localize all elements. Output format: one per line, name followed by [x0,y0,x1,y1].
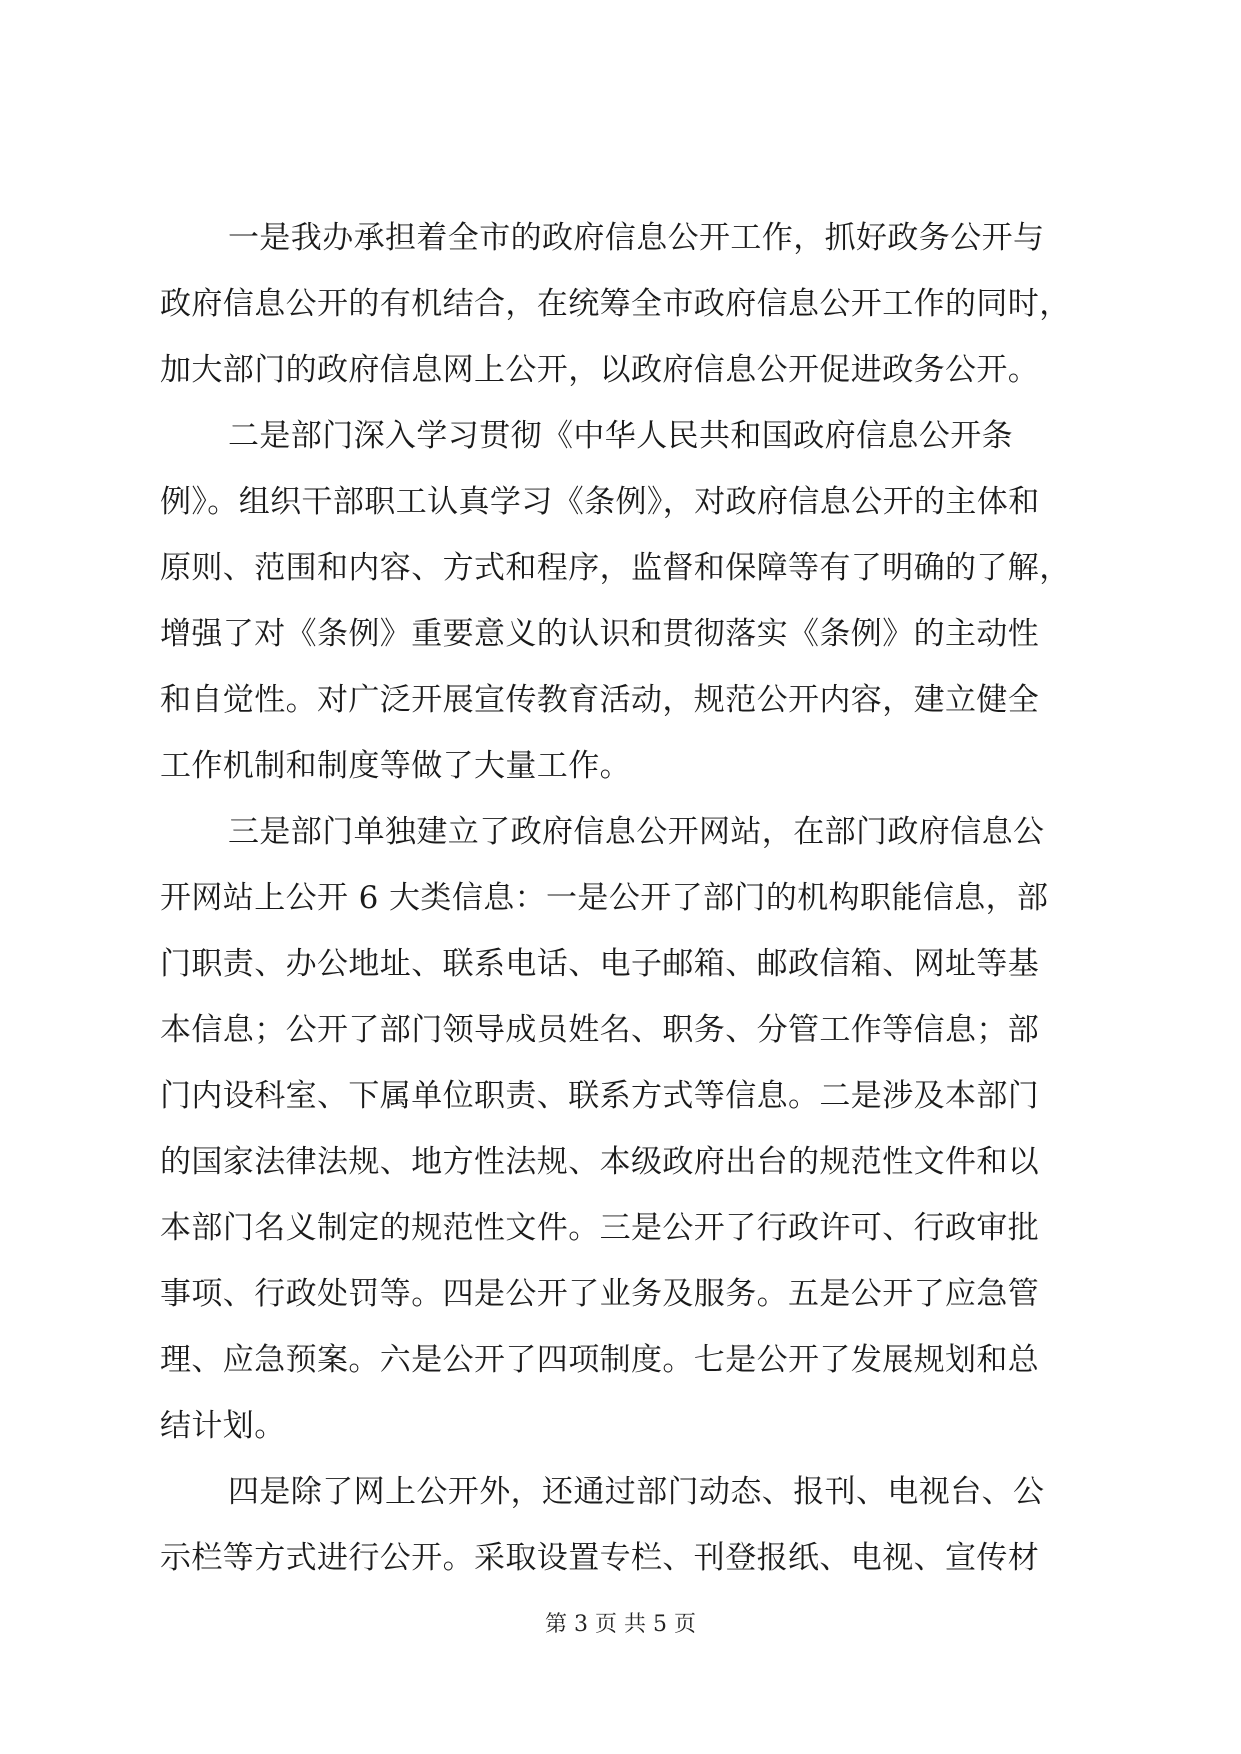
paragraph-line: 的国家法律法规、地方性法规、本级政府出台的规范性文件和以 [160,1144,1040,1180]
paragraph-line: 加大部门的政府信息网上公开，以政府信息公开促进政务公开。 [160,352,1040,388]
paragraph-3 [160,799,1080,1459]
paragraph-line: 事项、行政处罚等。四是公开了业务及服务。五是公开了应急管 [160,1276,1040,1312]
paragraph-4 [160,1459,1080,1591]
paragraph-line: 结计划。 [160,1408,286,1444]
paragraph-line: 增强了对《条例》重要意义的认识和贯彻落实《条例》的主动性 [160,616,1040,652]
paragraph-line: 本部门名义制定的规范性文件。三是公开了行政许可、行政审批 [160,1210,1040,1246]
paragraph-1 [160,205,1080,403]
paragraph-line: 例》。组织干部职工认真学习《条例》，对政府信息公开的主体和 [160,484,1040,520]
paragraph-line: 原则、范围和内容、方式和程序，监督和保障等有了明确的了解， [160,550,1071,586]
document-body [160,205,1080,1591]
paragraph-2 [160,403,1080,799]
paragraph-line: 门内设科室、下属单位职责、联系方式等信息。二是涉及本部门 [160,1078,1040,1114]
paragraph-line: 门职责、办公地址、联系电话、电子邮箱、邮政信箱、网址等基 [160,946,1040,982]
page-number-footer: 第 3 页 共 5 页 [545,1612,696,1637]
paragraph-line: 本信息；公开了部门领导成员姓名、职务、分管工作等信息；部 [160,1012,1040,1048]
paragraph-line: 理、应急预案。六是公开了四项制度。七是公开了发展规划和总 [160,1342,1040,1378]
paragraph-line: 政府信息公开的有机结合，在统筹全市政府信息公开工作的同时， [160,286,1071,322]
paragraph-line: 一是我办承担着全市的政府信息公开工作，抓好政务公开与 [228,220,1045,256]
paragraph-line: 开网站上公开 6 大类信息：一是公开了部门的机构职能信息，部 [160,880,1049,916]
paragraph-line: 四是除了网上公开外，还通过部门动态、报刊、电视台、公 [228,1474,1045,1510]
paragraph-line: 示栏等方式进行公开。采取设置专栏、刊登报纸、电视、宣传材 [160,1540,1040,1576]
paragraph-line: 三是部门单独建立了政府信息公开网站，在部门政府信息公 [228,814,1045,850]
paragraph-line: 工作机制和制度等做了大量工作。 [160,748,631,784]
paragraph-line: 和自觉性。对广泛开展宣传教育活动，规范公开内容，建立健全 [160,682,1040,718]
paragraph-line: 二是部门深入学习贯彻《中华人民共和国政府信息公开条 [228,418,1013,454]
